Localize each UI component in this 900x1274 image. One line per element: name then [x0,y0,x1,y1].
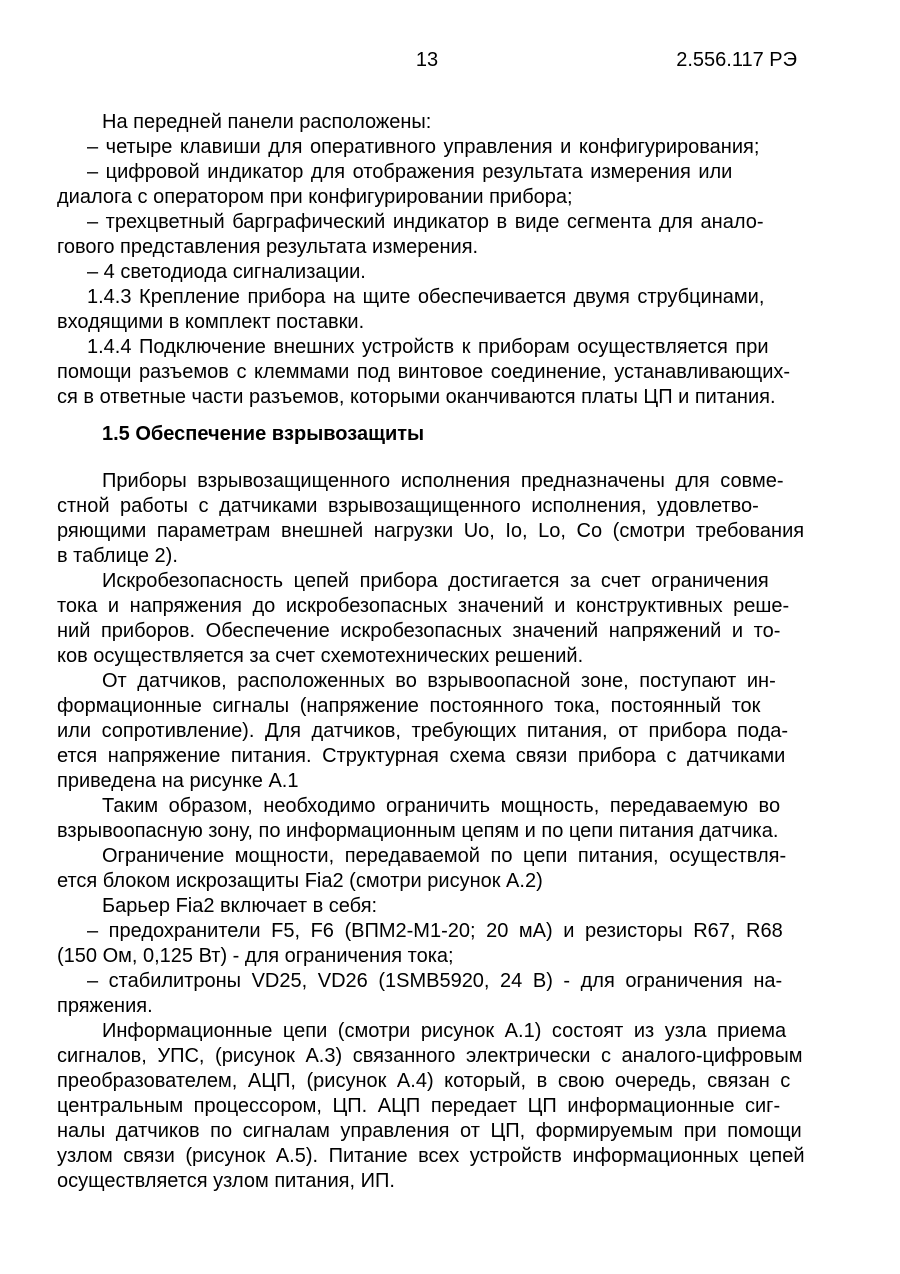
paragraph [57,844,858,894]
text-line: – стабилитроны VD25, VD26 (1SMB5920, 24 В) - для ограничения на- [87,970,783,992]
text-line: ряющими параметрам внешней нагрузки Uo, Io, Lo, Co (смотри требования [57,520,805,542]
text-line: Искробезопасность цепей прибора достигается за счет ограничения [102,570,769,592]
text-line: 1.4.3 Крепление прибора на щите обеспечивается двумя струбцинами, [87,286,765,308]
page-header [57,48,797,73]
text-line: – 4 светодиода сигнализации. [87,261,366,283]
text-line: (150 Ом, 0,125 Вт) - для ограничения тока; [57,945,454,967]
text-line: Ограничение мощности, передаваемой по цепи питания, осуществля- [102,845,787,867]
text-line: осуществляется узлом питания, ИП. [57,1170,395,1192]
text-line: формационные сигналы (напряжение постоянного тока, постоянный ток [57,695,761,717]
paragraph [57,569,858,669]
list-item [57,135,797,160]
text-line: На передней панели расположены: [102,111,432,133]
text-line: Приборы взрывозащищенного исполнения предназначены для совме- [102,470,784,492]
paragraph [57,110,797,135]
text-line: налы датчиков по сигналам управления от ЦП, формируемым при помощи [57,1120,802,1142]
text-line: диалога с оператором при конфигурировании прибора; [57,186,573,208]
paragraph [57,469,858,569]
text-line: Барьер Fia2 включает в себя: [102,895,378,917]
list-item [57,969,858,1019]
text-line: – трехцветный барграфический индикатор в виде сегмента для анало- [87,211,764,233]
text-line: преобразователем, АЦП, (рисунок А.4) который, в свою очередь, связан с [57,1070,791,1092]
text-line: или сопротивление). Для датчиков, требующих питания, от прибора пода- [57,720,788,742]
text-line: ков осуществляется за счет схемотехнических решений. [57,645,584,667]
paragraph [57,794,858,844]
text-line: тока и напряжения до искробезопасных значений и конструктивных реше- [57,595,790,617]
text-line: сигналов, УПС, (рисунок А.3) связанного электрически с аналого-цифровым [57,1045,803,1067]
text-line: гового представления результата измерения. [57,236,479,258]
document-code: 2.556.117 РЭ [676,49,797,71]
paragraph [57,669,858,794]
numbered-paragraph [57,335,797,410]
text-line: ется блоком искрозащиты Fia2 (смотри рисунок А.2) [57,870,543,892]
text-line: – предохранители F5, F6 (ВПМ2-М1-20; 20 мА) и резисторы R67, R68 [87,920,783,942]
text-line: помощи разъемов с клеммами под винтовое соединение, устанавливающих- [57,361,791,383]
text-line: 1.5 Обеспечение взрывозащиты [102,423,425,445]
text-line: Таким образом, необходимо ограничить мощность, передаваемую во [102,795,781,817]
text-line: узлом связи (рисунок А.5). Питание всех устройств информационных цепей [57,1145,805,1167]
text-line: 1.4.4 Подключение внешних устройств к приборам осуществляется при [87,336,769,358]
paragraph [57,894,858,919]
section-heading [57,422,797,447]
list-item [57,919,858,969]
text-line: – цифровой индикатор для отображения результата измерения или [87,161,733,183]
text-line: входящими в комплект поставки. [57,311,365,333]
text-line: взрывоопасную зону, по информационным цепям и по цепи питания датчика. [57,820,779,842]
list-item [57,160,797,210]
text-line: ется напряжение питания. Структурная схема связи прибора с датчиками [57,745,786,767]
document-body [57,110,900,1194]
text-line: ний приборов. Обеспечение искробезопасных значений напряжений и то- [57,620,781,642]
text-line: Информационные цепи (смотри рисунок А.1) состоят из узла приема [102,1020,787,1042]
text-line: От датчиков, расположенных во взрывоопасной зоне, поступают ин- [102,670,776,692]
list-item [57,210,797,260]
numbered-paragraph [57,285,797,335]
text-line: – четыре клавиши для оперативного управления и конфигурирования; [87,136,760,158]
text-line: центральным процессором, ЦП. АЦП передает ЦП информационные сиг- [57,1095,781,1117]
paragraph [57,1019,858,1194]
page-number: 13 [415,49,439,71]
text-line: приведена на рисунке А.1 [57,770,299,792]
text-line: пряжения. [57,995,153,1017]
text-line: в таблице 2). [57,545,178,567]
text-line: ся в ответные части разъемов, которыми оканчиваются платы ЦП и питания. [57,386,776,408]
text-line: стной работы с датчиками взрывозащищенного исполнения, удовлетво- [57,495,759,517]
list-item [57,260,797,285]
